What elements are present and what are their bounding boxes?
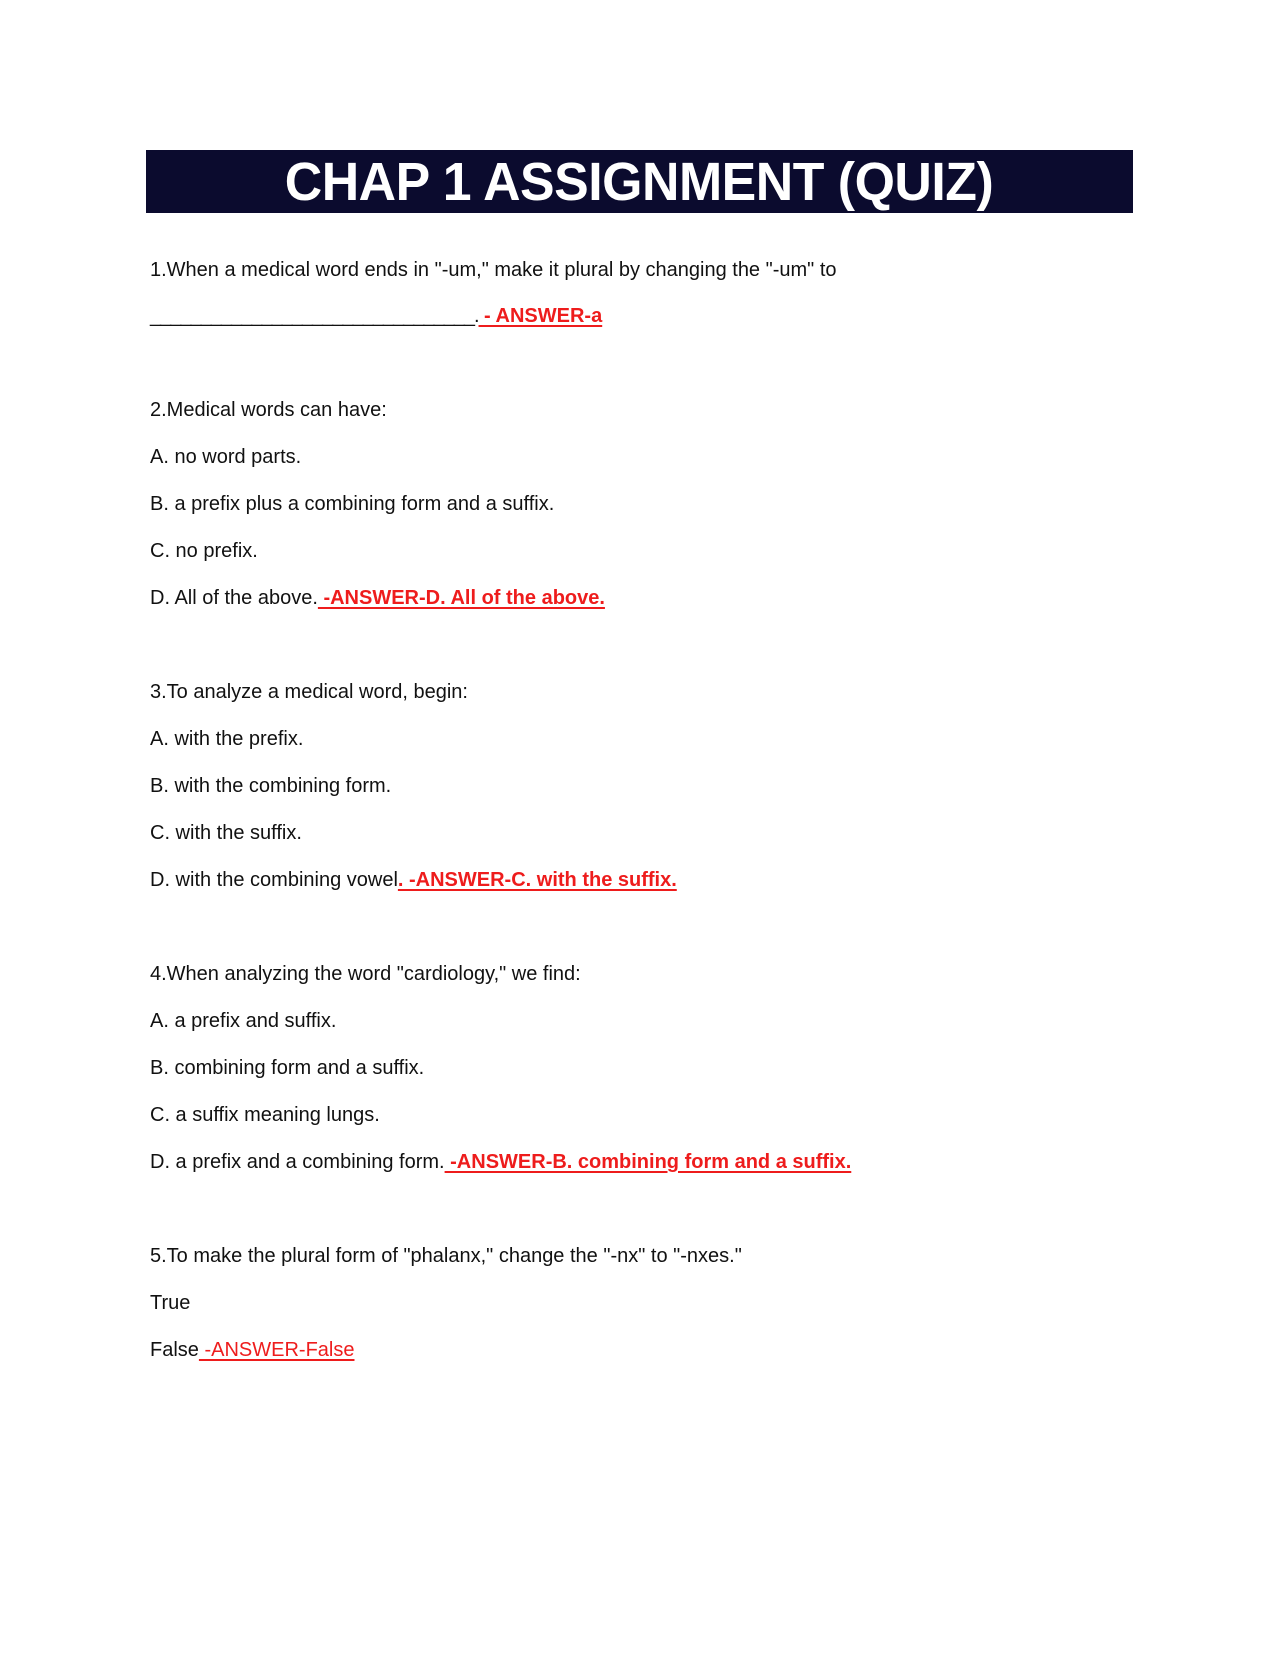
question-3-option-a bbox=[150, 727, 303, 751]
question-4-option-c bbox=[150, 1103, 380, 1127]
question-2-text bbox=[150, 398, 387, 422]
option-text: C. with the suffix. bbox=[150, 822, 302, 844]
answer-text: -ANSWER-False bbox=[198, 1339, 355, 1361]
question-text: 2.Medical words can have: bbox=[150, 399, 387, 421]
question-2-option-b bbox=[150, 492, 554, 516]
question-5-text bbox=[150, 1244, 742, 1268]
option-text: True bbox=[150, 1292, 191, 1314]
question-5-option-false bbox=[150, 1338, 354, 1362]
answer-text: - ANSWER-a bbox=[478, 305, 603, 327]
option-text: False bbox=[150, 1339, 199, 1361]
question-2-option-d bbox=[150, 586, 605, 610]
option-text: D. with the combining vowel bbox=[150, 869, 398, 891]
option-text: A. with the prefix. bbox=[150, 728, 304, 750]
option-text: B. combining form and a suffix. bbox=[150, 1057, 425, 1079]
answer-blank: ________________________________. bbox=[150, 305, 479, 327]
title-banner bbox=[146, 150, 1133, 213]
question-text: 5.To make the plural form of "phalanx," change the "-nx" to "-nxes." bbox=[150, 1245, 742, 1267]
option-text: D. All of the above. bbox=[150, 587, 318, 609]
question-1-text bbox=[150, 258, 837, 282]
option-text: B. with the combining form. bbox=[150, 775, 392, 797]
answer-text: . -ANSWER-C. with the suffix. bbox=[397, 869, 677, 891]
question-3-option-c bbox=[150, 821, 302, 845]
question-2-option-c bbox=[150, 539, 258, 563]
option-text: A. no word parts. bbox=[150, 446, 302, 468]
question-3-option-b bbox=[150, 774, 391, 798]
question-5-option-true bbox=[150, 1291, 190, 1315]
question-text: 1.When a medical word ends in "-um," make it plural by changing the "-um" to bbox=[150, 259, 837, 281]
option-text: C. a suffix meaning lungs. bbox=[150, 1104, 380, 1126]
question-4-option-b bbox=[150, 1056, 424, 1080]
question-3-text bbox=[150, 680, 468, 704]
question-3-option-d bbox=[150, 868, 677, 892]
question-text: 4.When analyzing the word "cardiology," we find: bbox=[150, 963, 581, 985]
question-4-option-a bbox=[150, 1009, 336, 1033]
question-1-blank-line bbox=[150, 304, 602, 328]
option-text: C. no prefix. bbox=[150, 540, 258, 562]
option-text: D. a prefix and a combining form. bbox=[150, 1151, 445, 1173]
option-text: A. a prefix and suffix. bbox=[150, 1010, 337, 1032]
question-4-text bbox=[150, 962, 581, 986]
question-4-option-d bbox=[150, 1150, 851, 1174]
answer-text: -ANSWER-D. All of the above. bbox=[317, 587, 605, 609]
question-2-option-a bbox=[150, 445, 301, 469]
page-title: CHAP 1 ASSIGNMENT (QUIZ) bbox=[285, 151, 994, 212]
answer-text: -ANSWER-B. combining form and a suffix. bbox=[444, 1151, 852, 1173]
option-text: B. a prefix plus a combining form and a suffix. bbox=[150, 493, 555, 515]
question-text: 3.To analyze a medical word, begin: bbox=[150, 681, 468, 703]
